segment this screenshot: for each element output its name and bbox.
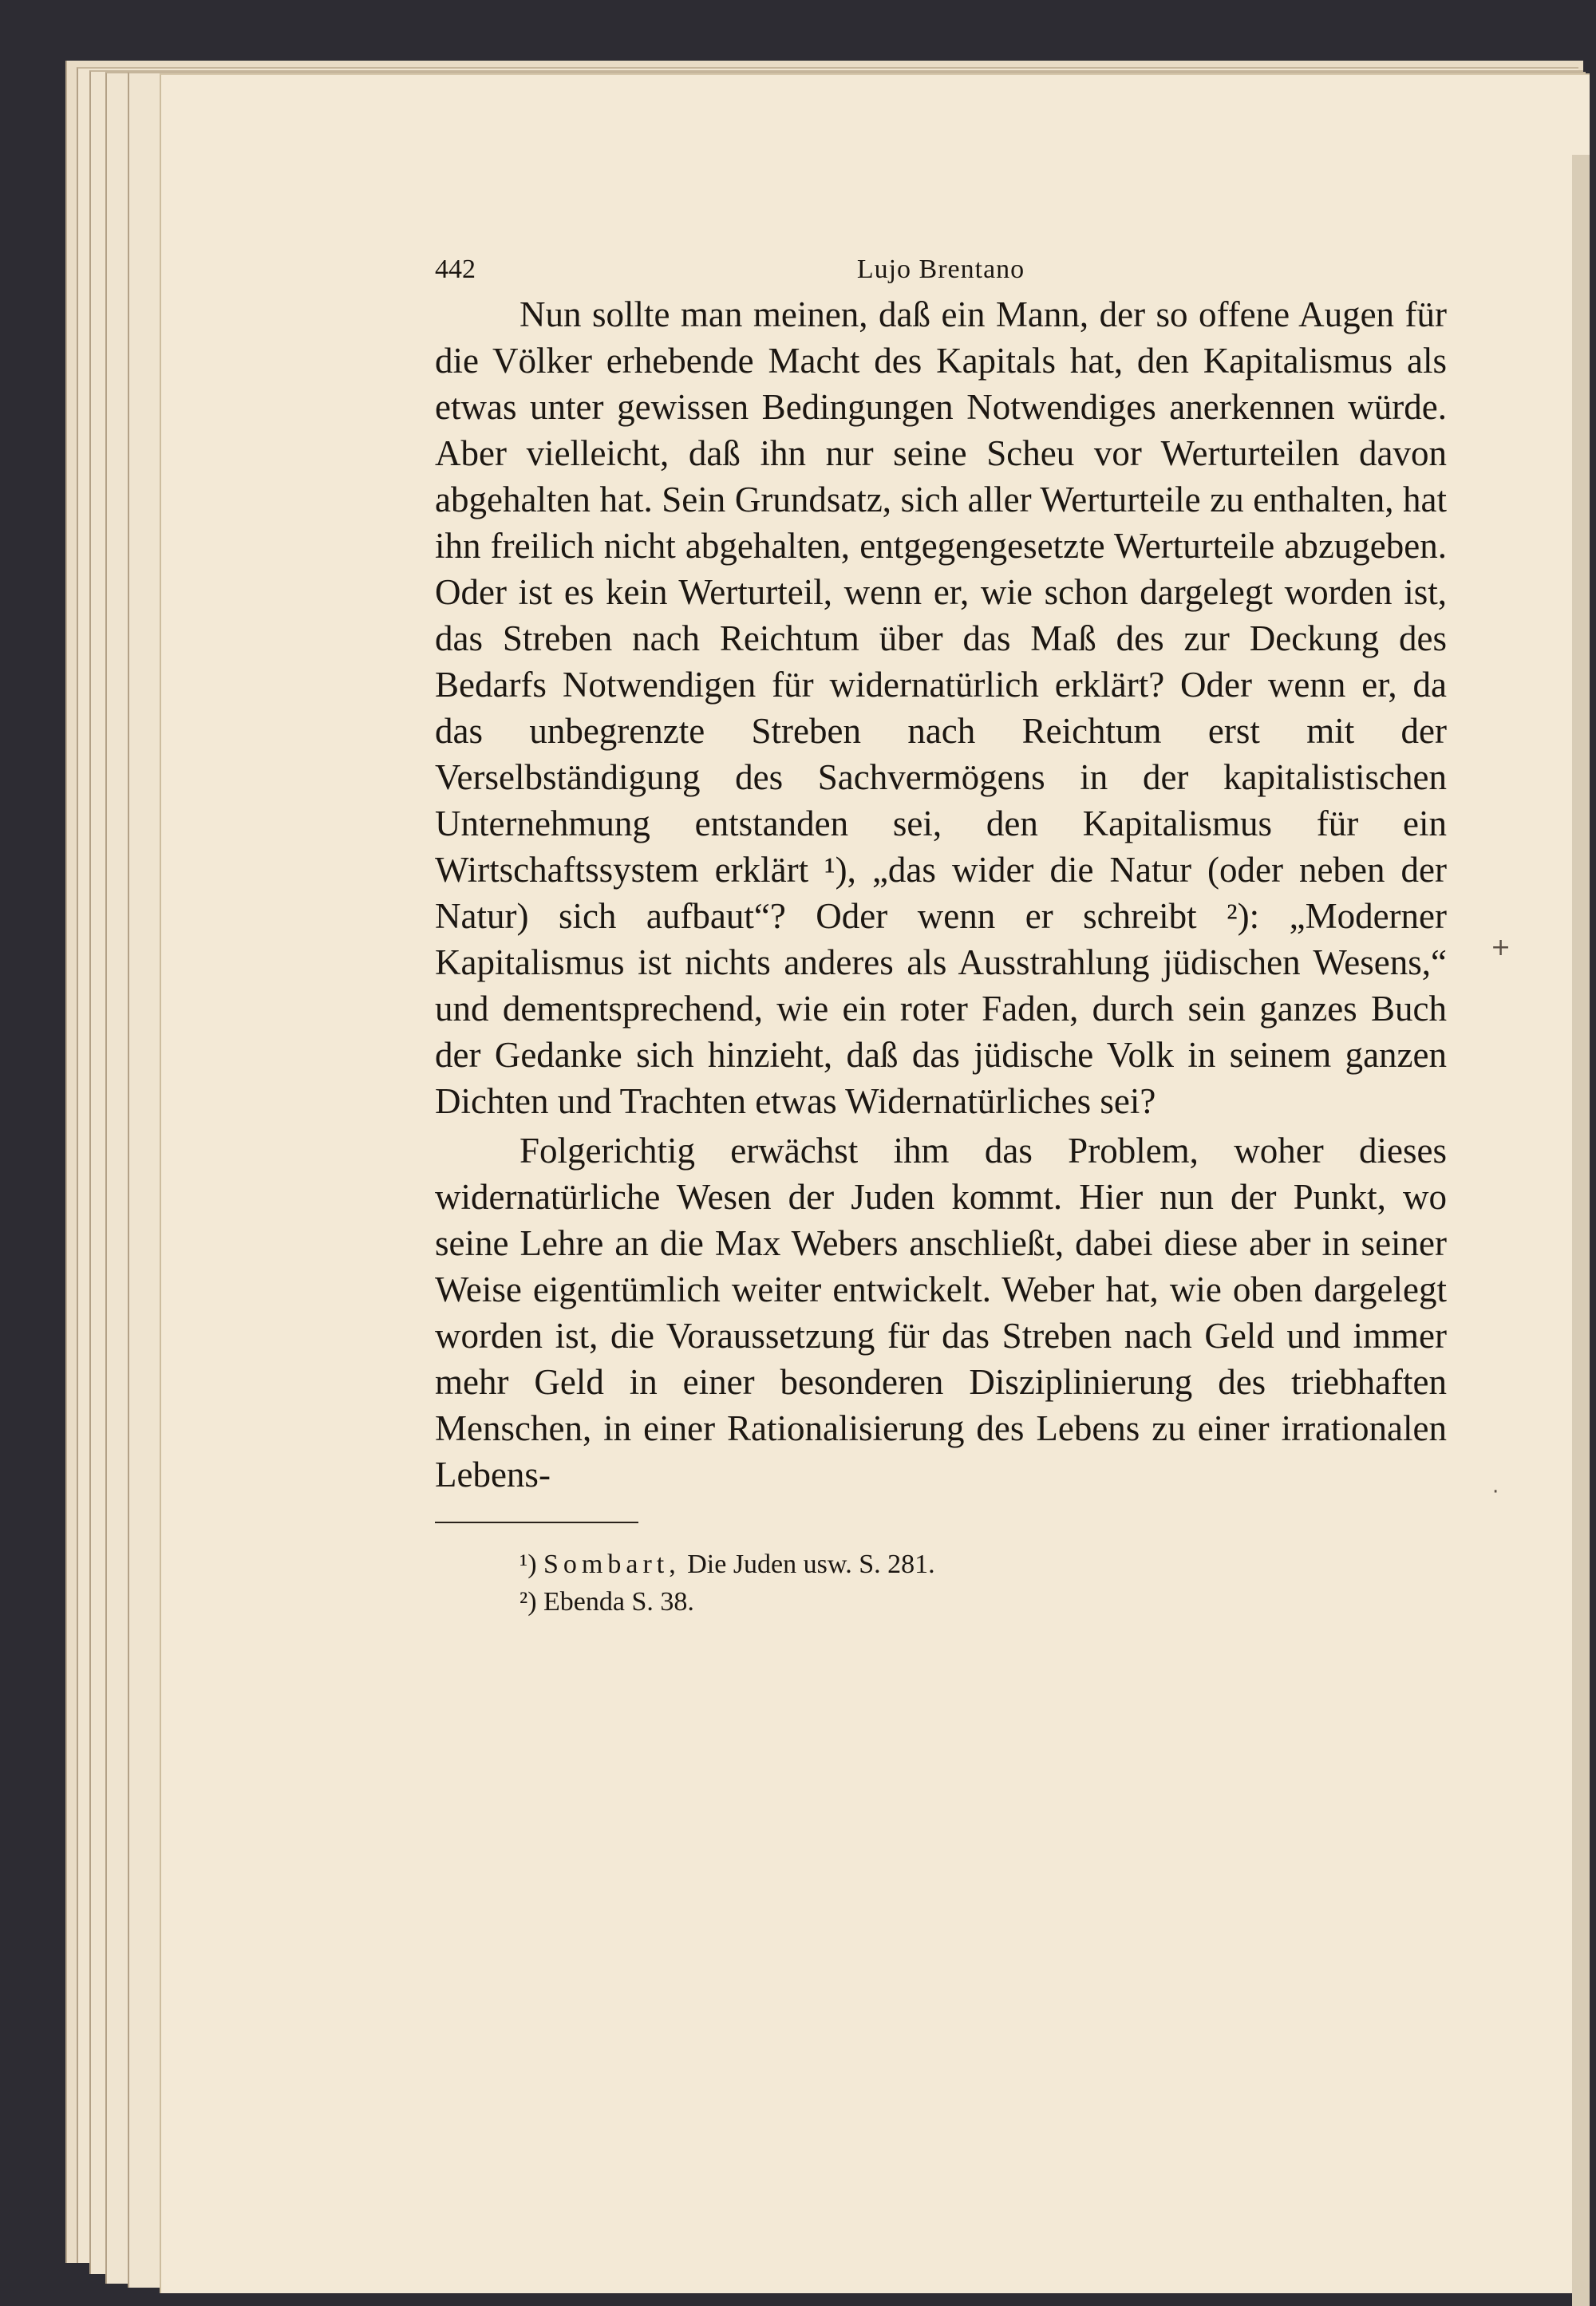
footnote-1-marker: ¹) bbox=[519, 1550, 537, 1579]
paragraph-1: Nun sollte man meinen, daß ein Mann, der so offene Augen für die Völker erhebende Macht des Kapitals hat, den Kapitalismus als etwas unter gewissen Bedingungen Notwendiges anerkennen würde. Aber vielleicht, daß ihn nur seine Scheu vor Werturteilen davon abgehalten hat. Sein Grundsatz, sich aller Werturteile zu enthalten, hat ihn freilich nicht abgehalten, entgegengesetzte Werturteile abzugeben. Oder ist es kein Werturteil, wenn er, wie schon dargelegt worden ist, das Streben nach Reichtum über das Maß des zur Deckung des Bedarfs Notwendigen für widernatürlich erklärt? Oder wenn er, da das unbegrenzte Streben nach Reichtum erst mit der Verselbständigung des Sachvermögens in der kapitalistischen Unternehmung entstanden sei, den Kapitalismus für ein Wirtschaftssystem erklärt ¹), „das wider die Natur (oder neben der Natur) sich aufbaut“? Oder wenn er schreibt ²): „Moderner Kapitalismus ist nichts anderes als Ausstrahlung jüdischen Wesens,“ und dementsprechend, wie ein roter Faden, durch sein ganzes Buch der Gedanke sich hinzieht, daß das jüdische Volk in seinem ganzen Dichten und Trachten etwas Widernatürliches sei? bbox=[435, 294, 1447, 1121]
paragraph-2: Folgerichtig erwächst ihm das Problem, woher dieses widernatürliche Wesen der Juden kommt. Hier nun der Punkt, wo seine Lehre an die Max Webers anschließt, dabei diese aber in seiner Weise eigentümlich weiter entwickelt. Weber hat, wie oben dargelegt worden ist, die Voraussetzung für das Streben nach Geld und immer mehr Geld in einer besonderen Disziplinierung des triebhaften Menschen, in einer Rationalisierung des Lebens zu einer irrationalen Lebens- bbox=[435, 1131, 1447, 1495]
footnote-2-text: Ebenda S. 38. bbox=[543, 1587, 694, 1617]
body-text bbox=[435, 291, 1447, 1498]
page-number: 442 bbox=[435, 255, 476, 284]
footnote-2 bbox=[519, 1583, 1447, 1621]
margin-tick-mark: · bbox=[1492, 1480, 1499, 1504]
running-title: Lujo Brentano bbox=[856, 255, 1025, 284]
footnote-rule bbox=[435, 1522, 638, 1523]
footnote-1-text: Die Juden usw. S. 281. bbox=[680, 1550, 935, 1579]
page-text-block bbox=[435, 243, 1447, 1621]
margin-cross-mark: + bbox=[1491, 934, 1511, 961]
running-head bbox=[435, 243, 1447, 291]
footnotes bbox=[435, 1546, 1447, 1621]
footnote-1-author: Sombart, bbox=[543, 1550, 681, 1579]
footnote-2-marker: ²) bbox=[519, 1587, 537, 1617]
page-gutter-shadow bbox=[1572, 155, 1590, 2306]
footnote-1 bbox=[519, 1546, 1447, 1583]
